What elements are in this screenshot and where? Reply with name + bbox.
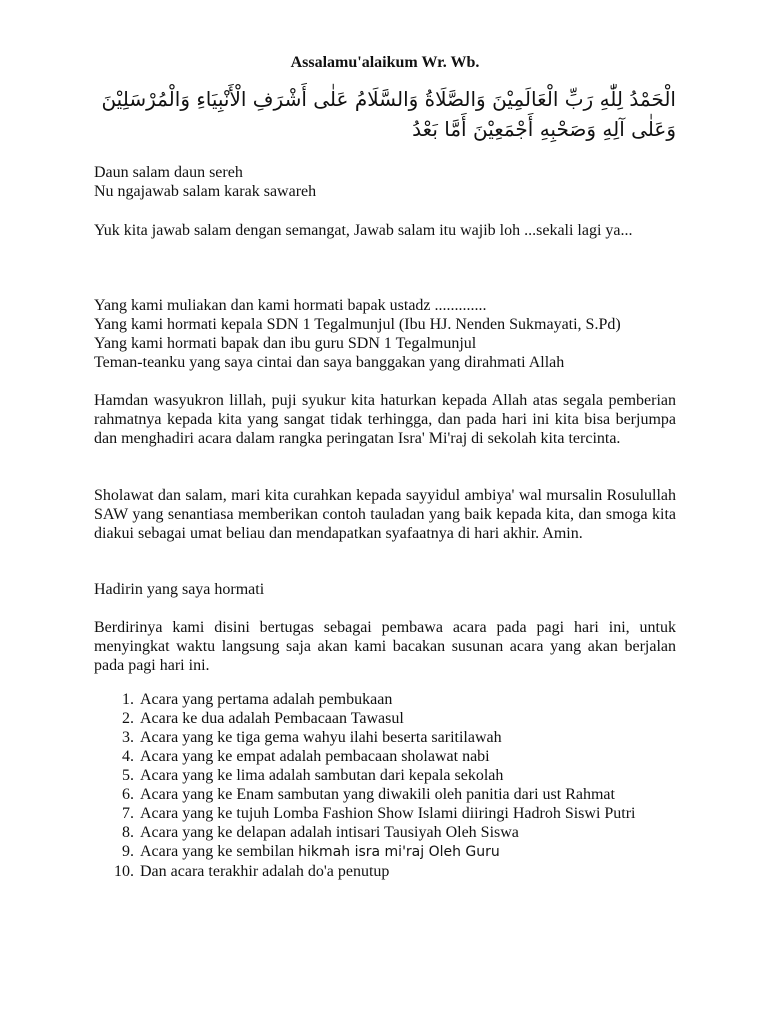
sholawat-paragraph: Sholawat dan salam, mari kita curahkan kepada sayyidul ambiya' wal mursalin Rosulullah SAW yang senantiasa memberikan contoh tauladan yang baik kepada kita, dan smoga kita diakui sebagai umat beliau dan mendapatkan syafaatnya di hari akhir. Amin. — [94, 487, 676, 542]
agenda-text: Acara yang ke empat adalah pembacaan sholawat nabi — [140, 748, 490, 765]
agenda-item — [94, 728, 676, 747]
agenda-text: Acara yang pertama adalah pembukaan — [140, 691, 393, 708]
agenda-number: 2. — [122, 710, 134, 727]
agenda-number: 9. — [122, 843, 134, 860]
pantun-line: Nu ngajawab salam karak sawareh — [94, 183, 317, 200]
agenda-text: Acara yang ke Enam sambutan yang diwakili oleh panitia dari ust Rahmat — [140, 786, 615, 803]
agenda-number: 5. — [122, 767, 134, 784]
agenda-item — [94, 690, 676, 709]
agenda-item — [94, 747, 676, 766]
hadirin-heading: Hadirin yang saya hormati — [94, 581, 265, 598]
agenda-number: 7. — [122, 805, 134, 822]
agenda-number: 1. — [122, 691, 134, 708]
agenda-text: Acara yang ke tujuh Lomba Fashion Show Islami diiringi Hadroh Siswi Putri — [140, 805, 636, 822]
agenda-text: Acara yang ke lima adalah sambutan dari kepala sekolah — [140, 767, 504, 784]
agenda-item — [94, 709, 676, 728]
agenda-text-tail: hikmah isra mi'raj Oleh Guru — [298, 844, 500, 860]
arabic-line: الْحَمْدُ لِلّٰهِ رَبِّ الْعَالَمِيْنَ وَالصَّلَاةُ وَالسَّلَامُ عَلٰى أَشْرَفِ الْأَنْبِيَاءِ وَالْمُرْسَلِيْنَ — [101, 87, 676, 111]
agenda-item — [94, 766, 676, 785]
greeting-line: Yang kami hormati bapak dan ibu guru SDN 1 Tegalmunjul — [94, 335, 477, 352]
greetings — [94, 296, 676, 372]
pantun-line: Daun salam daun sereh — [94, 164, 243, 181]
hamdan-paragraph: Hamdan wasyukron lillah, puji syukur kita haturkan kepada Allah atas segala pemberian rahmatnya kepada kita yang sangat tidak terhingga, dan pada hari ini kita bisa berjumpa dan menghadiri acara dalam rangka peringatan Isra' Mi'raj di sekolah kita tercinta. — [94, 392, 676, 447]
agenda-number: 8. — [122, 824, 134, 841]
agenda-text-group — [140, 842, 676, 862]
agenda-list — [94, 690, 676, 881]
agenda-number: 10. — [114, 863, 134, 880]
greeting-line: Teman-teanku yang saya cintai dan saya banggakan yang dirahmati Allah — [94, 354, 565, 371]
agenda-item — [94, 823, 676, 842]
agenda-item — [94, 862, 676, 881]
agenda-text: Acara yang ke delapan adalah intisari Tausiyah Oleh Siswa — [140, 824, 519, 841]
invitation-paragraph: Yuk kita jawab salam dengan semangat, Jawab salam itu wajib loh ...sekali lagi ya... — [94, 222, 633, 239]
agenda-number: 4. — [122, 748, 134, 765]
agenda-item — [94, 785, 676, 804]
arabic-line: وَعَلٰى آلِهِ وَصَحْبِهِ أَجْمَعِيْنَ أَمَّا بَعْدُ — [412, 117, 676, 141]
greeting-line: Yang kami hormati kepala SDN 1 Tegalmunjul (Ibu HJ. Nenden Sukmayati, S.Pd) — [94, 316, 621, 333]
agenda-text: Dan acara terakhir adalah do'a penutup — [140, 863, 390, 880]
agenda-item — [94, 842, 676, 862]
agenda-number: 3. — [122, 729, 134, 746]
berdirinya-paragraph: Berdirinya kami disini bertugas sebagai pembawa acara pada pagi hari ini, untuk menyingkat waktu langsung saja akan kami bacakan susunan acara yang akan berjalan pada pagi hari ini. — [94, 619, 676, 674]
agenda-item — [94, 804, 676, 823]
arabic-opening — [94, 84, 676, 144]
agenda-text: Acara ke dua adalah Pembacaan Tawasul — [140, 710, 404, 727]
page-title: Assalamu'alaikum Wr. Wb. — [290, 54, 480, 71]
agenda-text: Acara yang ke sembilan — [140, 843, 299, 860]
agenda-number: 6. — [122, 786, 134, 803]
pantun — [94, 163, 676, 201]
agenda-text: Acara yang ke tiga gema wahyu ilahi beserta saritilawah — [140, 729, 502, 746]
greeting-line: Yang kami muliakan dan kami hormati bapak ustadz ............. — [94, 297, 487, 314]
